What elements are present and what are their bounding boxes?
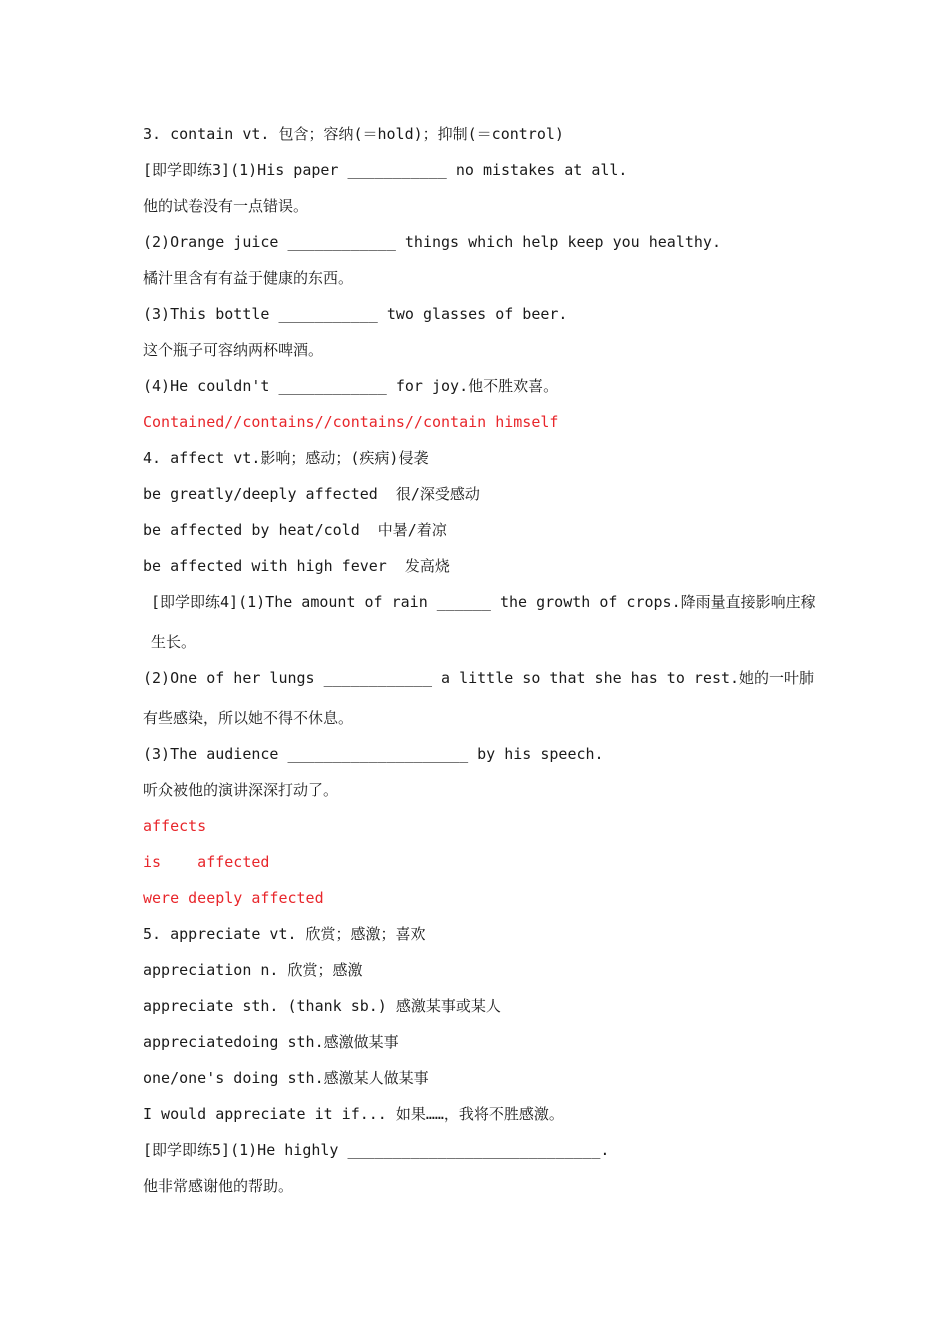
exercise-4-3: (3)The audience ____________________ by his speech. <box>143 745 604 763</box>
exercise-3-4: (4)He couldn't ____________ for joy.他不胜欢喜。 <box>143 377 559 395</box>
section-4-answer-1: affects <box>143 817 207 835</box>
section-4-phrase-1: be greatly/deeply affected 很/深受感动 <box>143 485 480 503</box>
exercise-5-1: [即学即练5](1)He highly ____________________________. <box>143 1141 610 1159</box>
document-page <box>143 124 823 1212</box>
section-5-heading: 5. appreciate vt. 欣赏；感激；喜欢 <box>143 925 426 943</box>
section-5-line-5: I would appreciate it if... 如果……，我将不胜感激。 <box>143 1105 564 1123</box>
section-4-answer-3: were deeply affected <box>143 889 324 907</box>
section-4-phrase-2: be affected by heat/cold 中暑/着凉 <box>143 521 447 539</box>
exercise-4-2: (2)One of her lungs ____________ a little so that she has to rest.她的一叶肺有些感染，所以她不得不休息。 <box>143 669 815 727</box>
exercise-3-3: (3)This bottle ___________ two glasses of beer. <box>143 305 568 323</box>
exercise-3-1-translation: 他的试卷没有一点错误。 <box>143 197 309 215</box>
section-3-heading: 3. contain vt. 包含；容纳(＝hold)；抑制(＝control) <box>143 125 564 143</box>
section-5-line-4: one/one's doing sth.感激某人做某事 <box>143 1069 429 1087</box>
exercise-3-3-translation: 这个瓶子可容纳两杯啤酒。 <box>143 341 324 359</box>
exercise-5-1-translation: 他非常感谢他的帮助。 <box>143 1177 294 1195</box>
exercise-4-1: [即学即练4](1)The amount of rain ______ the growth of crops.降雨量直接影响庄稼生长。 <box>151 593 816 651</box>
exercise-3-2-translation: 橘汁里含有有益于健康的东西。 <box>143 269 354 287</box>
section-5-line-1: appreciation n. 欣赏；感激 <box>143 961 363 979</box>
exercise-3-2: (2)Orange juice ____________ things which help keep you healthy. <box>143 233 721 251</box>
exercise-3-1: [即学即练3](1)His paper ___________ no mistakes at all. <box>143 161 628 179</box>
section-4-phrase-3: be affected with high fever 发高烧 <box>143 557 450 575</box>
section-5-line-3: appreciatedoing sth.感激做某事 <box>143 1033 399 1051</box>
section-3-answer: Contained//contains//contains//contain himself <box>143 413 559 431</box>
section-4-answer-2: is affected <box>143 853 270 871</box>
section-5-line-2: appreciate sth. (thank sb.) 感激某事或某人 <box>143 997 501 1015</box>
exercise-4-3-translation: 听众被他的演讲深深打动了。 <box>143 781 339 799</box>
section-4-heading: 4. affect vt.影响；感动；(疾病)侵袭 <box>143 449 429 467</box>
